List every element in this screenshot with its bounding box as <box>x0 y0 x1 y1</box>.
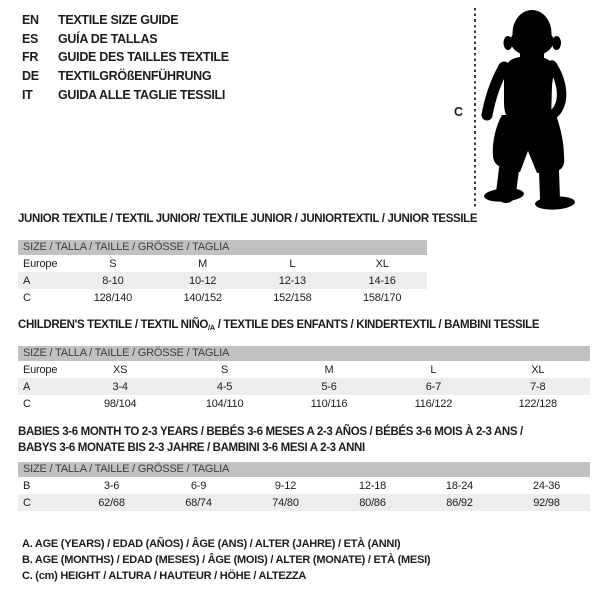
children-size-table <box>18 346 590 412</box>
cell: 74/80 <box>242 494 329 511</box>
size-header-bar: SIZE / TALLA / TAILLE / GRÖSSE / TAGLIA <box>18 462 590 477</box>
cell: 8-10 <box>68 272 158 289</box>
cell: 110/116 <box>310 397 348 410</box>
table-row-height <box>18 289 427 306</box>
footnote-height: C. (cm) HEIGHT / ALTURA / HAUTEUR / HÖHE / ALTEZZA <box>22 570 307 582</box>
language-code: FR <box>22 50 39 65</box>
babies-size-table <box>18 462 590 511</box>
language-row-en <box>22 11 229 30</box>
children-title-suffix: / TEXTILE DES ENFANTS / KINDERTEXTIL / BAMBINI TESSILE <box>214 319 540 331</box>
table-row-height <box>18 395 590 412</box>
guide-title-fr: GUIDE DES TAILLES TEXTILE <box>58 50 229 65</box>
legend-footnotes <box>22 536 430 584</box>
language-code: IT <box>22 87 33 102</box>
row-label: Europe <box>23 257 58 270</box>
footnote-age-years: A. AGE (YEARS) / EDAD (AÑOS) / ÂGE (ANS) / ALTER (JAHRE) / ETÀ (ANNI) <box>22 538 401 550</box>
cell: 62/68 <box>68 494 155 511</box>
language-row-it <box>22 85 229 104</box>
row-label: Europe <box>23 363 58 376</box>
guide-title-es: GUÍA DE TALLAS <box>58 31 158 46</box>
guide-title-de: TEXTILGRÖßENFÜHRUNG <box>58 69 212 84</box>
cell: 122/128 <box>518 397 557 410</box>
row-label: C <box>23 397 31 410</box>
row-label: B <box>23 479 31 492</box>
children-table-grid <box>18 361 590 412</box>
cell: 12-18 <box>358 479 387 492</box>
cell: 3-6 <box>103 479 120 492</box>
cell: 10-12 <box>158 272 248 289</box>
height-measure-label: C <box>454 105 464 119</box>
table-row-europe <box>18 255 427 272</box>
height-measure-line <box>474 8 476 207</box>
row-label: A <box>18 378 68 395</box>
size-header-bar: SIZE / TALLA / TAILLE / GRÖSSE / TAGLIA <box>18 346 590 361</box>
cell: 9-12 <box>274 479 297 492</box>
row-label: A <box>18 272 68 289</box>
table-row-age <box>18 272 427 289</box>
table-row-europe <box>18 361 590 378</box>
cell: 24-36 <box>532 479 561 492</box>
cell: 12-13 <box>248 272 338 289</box>
language-row-fr <box>22 48 229 67</box>
cell: 80/86 <box>329 494 416 511</box>
table-row-age <box>18 378 590 395</box>
cell: XS <box>113 363 128 376</box>
cell: S <box>221 363 229 376</box>
cell: 140/152 <box>183 291 222 304</box>
cell: 4-5 <box>172 378 276 395</box>
children-title-prefix: CHILDREN'S TEXTILE / TEXTIL NIÑO <box>18 319 209 331</box>
cell: 3-4 <box>68 378 172 395</box>
babies-title-line2: BABYS 3-6 MONATE BIS 2-3 JAHRE / BAMBINI 3-6 MESI A 2-3 ANNI <box>18 442 365 454</box>
cell: 5-6 <box>277 378 381 395</box>
babies-title-line1: BABIES 3-6 MONTH TO 2-3 YEARS / BEBÉS 3-6 MESES A 2-3 AÑOS / BÉBÉS 3-6 MOIS À 2-3 ANS / <box>18 426 523 438</box>
children-title-subscript: /A <box>208 323 215 332</box>
cell: 152/158 <box>273 291 312 304</box>
cell: 86/92 <box>416 494 503 511</box>
cell: M <box>324 363 334 376</box>
cell: 116/122 <box>414 397 453 410</box>
cell: 128/140 <box>93 291 133 304</box>
language-row-de <box>22 67 229 86</box>
table-row-height <box>18 494 590 511</box>
junior-size-table <box>18 240 427 306</box>
cell: XL <box>531 363 545 376</box>
babies-section-title <box>18 424 523 456</box>
cell: 18-24 <box>445 479 474 492</box>
cell: 6-9 <box>190 479 207 492</box>
cell: 6-7 <box>381 378 485 395</box>
cell: 98/104 <box>103 397 137 410</box>
guide-title-it: GUIDA ALLE TAGLIE TESSILI <box>58 87 226 102</box>
cell: 68/74 <box>155 494 242 511</box>
cell: 158/170 <box>362 291 402 304</box>
guide-title-en: TEXTILE SIZE GUIDE <box>58 13 179 28</box>
cell: XL <box>375 257 389 270</box>
babies-table-grid <box>18 477 590 511</box>
junior-section-title: JUNIOR TEXTILE / TEXTIL JUNIOR/ TEXTILE JUNIOR / JUNIORTEXTIL / JUNIOR TESSILE <box>18 213 478 225</box>
cell: S <box>109 257 117 270</box>
cell: 92/98 <box>503 494 590 511</box>
cell: 7-8 <box>486 378 590 395</box>
language-list <box>22 11 229 104</box>
language-code: ES <box>22 31 39 46</box>
cell: 104/110 <box>205 397 244 410</box>
cell: 14-16 <box>337 272 427 289</box>
language-code: EN <box>22 13 39 28</box>
cell: M <box>198 257 208 270</box>
children-section-title <box>18 317 539 336</box>
size-header-bar: SIZE / TALLA / TAILLE / GRÖSSE / TAGLIA <box>18 240 427 255</box>
junior-table-grid <box>18 255 427 306</box>
cell: L <box>289 257 296 270</box>
language-row-es <box>22 30 229 49</box>
row-label: C <box>23 291 31 304</box>
footnote-age-months: B. AGE (MONTHS) / EDAD (MESES) / ÂGE (MOIS) / ALTER (MONATE) / ETÀ (MESI) <box>22 554 431 566</box>
row-label: C <box>18 494 68 511</box>
cell: L <box>430 363 437 376</box>
language-code: DE <box>22 69 39 84</box>
table-row-months <box>18 477 590 494</box>
baby-silhouette-icon <box>480 5 600 215</box>
